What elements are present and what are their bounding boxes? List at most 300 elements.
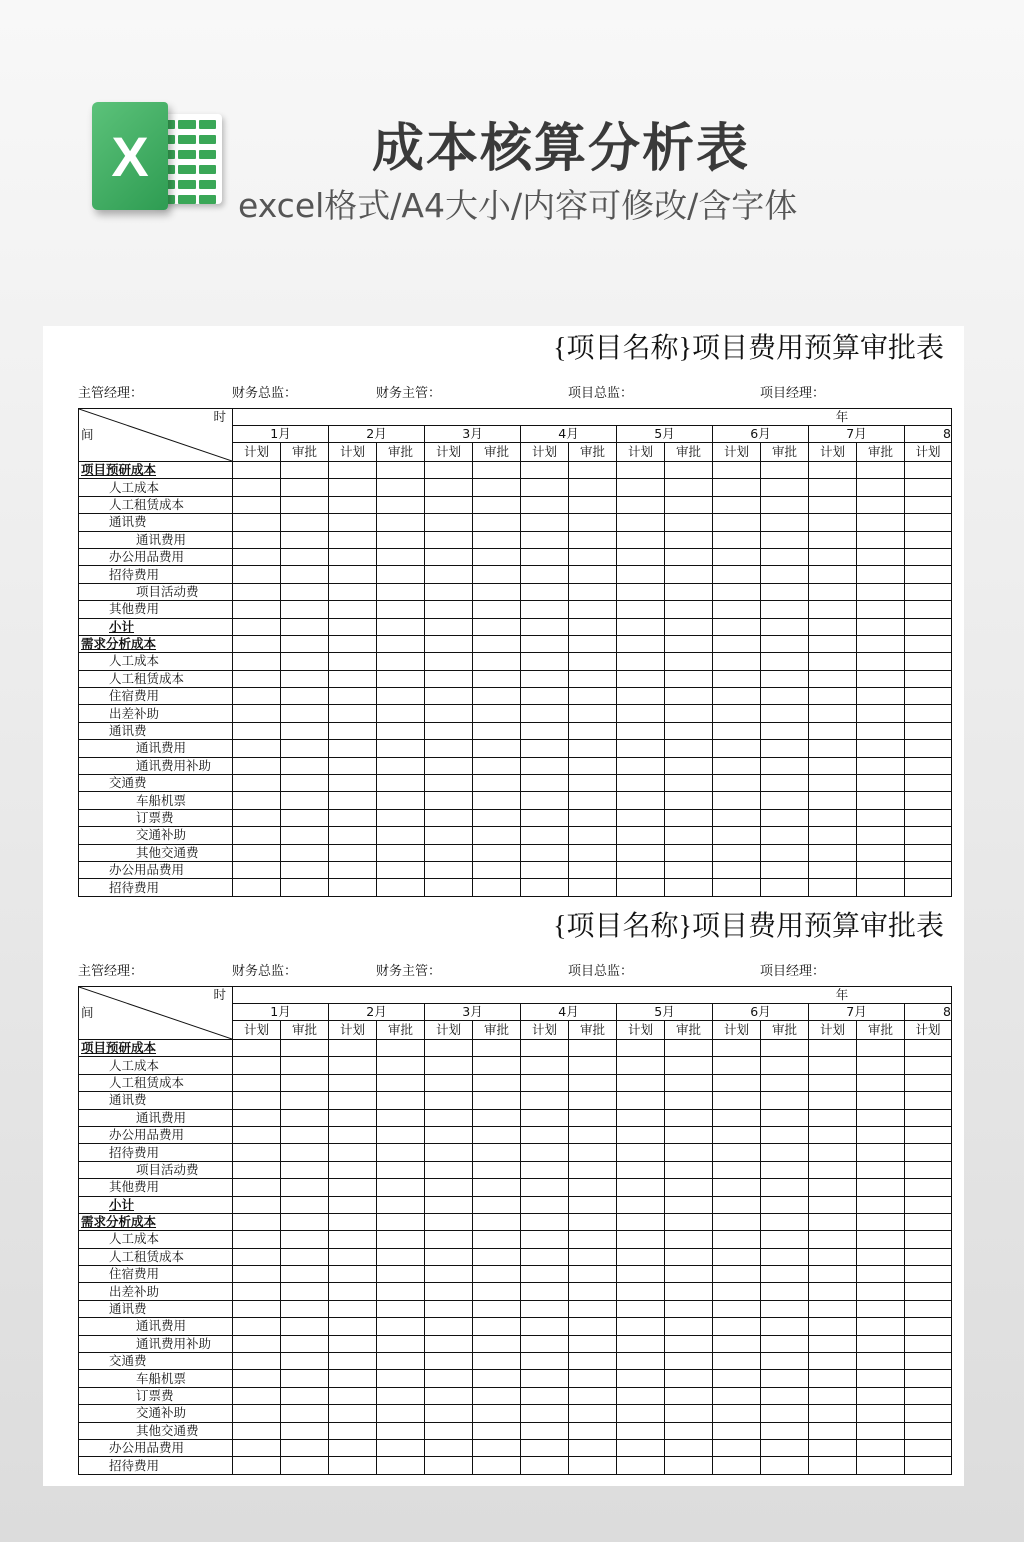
data-cell[interactable] [377, 861, 425, 878]
data-cell[interactable] [521, 1353, 569, 1370]
data-cell[interactable] [857, 1335, 905, 1352]
data-cell[interactable] [665, 740, 713, 757]
data-cell[interactable] [281, 1092, 329, 1109]
data-cell[interactable] [521, 844, 569, 861]
data-cell[interactable] [617, 1040, 665, 1057]
data-cell[interactable] [713, 688, 761, 705]
data-cell[interactable] [329, 548, 377, 565]
data-cell[interactable] [761, 1248, 809, 1265]
data-cell[interactable] [905, 827, 952, 844]
data-cell[interactable] [713, 479, 761, 496]
data-cell[interactable] [569, 827, 617, 844]
data-cell[interactable] [665, 1353, 713, 1370]
data-cell[interactable] [569, 740, 617, 757]
data-cell[interactable] [521, 635, 569, 652]
data-cell[interactable] [473, 705, 521, 722]
data-cell[interactable] [425, 1248, 473, 1265]
data-cell[interactable] [521, 1196, 569, 1213]
data-cell[interactable] [857, 1057, 905, 1074]
data-cell[interactable] [233, 670, 281, 687]
data-cell[interactable] [857, 844, 905, 861]
data-cell[interactable] [329, 601, 377, 618]
data-cell[interactable] [905, 583, 952, 600]
data-cell[interactable] [377, 1439, 425, 1456]
data-cell[interactable] [377, 531, 425, 548]
data-cell[interactable] [857, 635, 905, 652]
data-cell[interactable] [233, 618, 281, 635]
data-cell[interactable] [809, 757, 857, 774]
data-cell[interactable] [233, 1126, 281, 1143]
data-cell[interactable] [473, 688, 521, 705]
data-cell[interactable] [329, 1300, 377, 1317]
data-cell[interactable] [521, 1300, 569, 1317]
data-cell[interactable] [521, 1109, 569, 1126]
data-cell[interactable] [809, 548, 857, 565]
data-cell[interactable] [329, 740, 377, 757]
data-cell[interactable] [473, 635, 521, 652]
data-cell[interactable] [473, 1161, 521, 1178]
data-cell[interactable] [809, 1266, 857, 1283]
data-cell[interactable] [329, 583, 377, 600]
data-cell[interactable] [905, 775, 952, 792]
data-cell[interactable] [281, 861, 329, 878]
data-cell[interactable] [329, 566, 377, 583]
data-cell[interactable] [665, 479, 713, 496]
data-cell[interactable] [713, 653, 761, 670]
data-cell[interactable] [377, 1179, 425, 1196]
data-cell[interactable] [761, 531, 809, 548]
data-cell[interactable] [377, 1144, 425, 1161]
data-cell[interactable] [857, 740, 905, 757]
data-cell[interactable] [617, 879, 665, 896]
data-cell[interactable] [713, 1161, 761, 1178]
data-cell[interactable] [473, 1318, 521, 1335]
data-cell[interactable] [281, 1196, 329, 1213]
data-cell[interactable] [713, 1457, 761, 1474]
data-cell[interactable] [761, 1109, 809, 1126]
data-cell[interactable] [713, 861, 761, 878]
data-cell[interactable] [377, 1405, 425, 1422]
data-cell[interactable] [809, 462, 857, 479]
data-cell[interactable] [521, 861, 569, 878]
data-cell[interactable] [617, 844, 665, 861]
data-cell[interactable] [761, 1231, 809, 1248]
data-cell[interactable] [617, 601, 665, 618]
data-cell[interactable] [521, 1283, 569, 1300]
data-cell[interactable] [665, 1196, 713, 1213]
data-cell[interactable] [905, 653, 952, 670]
data-cell[interactable] [521, 548, 569, 565]
data-cell[interactable] [809, 635, 857, 652]
data-cell[interactable] [809, 479, 857, 496]
data-cell[interactable] [905, 861, 952, 878]
data-cell[interactable] [281, 844, 329, 861]
data-cell[interactable] [809, 1092, 857, 1109]
data-cell[interactable] [233, 531, 281, 548]
data-cell[interactable] [617, 1457, 665, 1474]
data-cell[interactable] [713, 809, 761, 826]
data-cell[interactable] [713, 635, 761, 652]
data-cell[interactable] [377, 1370, 425, 1387]
data-cell[interactable] [425, 479, 473, 496]
data-cell[interactable] [281, 1161, 329, 1178]
data-cell[interactable] [665, 1231, 713, 1248]
data-cell[interactable] [809, 1387, 857, 1404]
data-cell[interactable] [473, 670, 521, 687]
data-cell[interactable] [857, 1266, 905, 1283]
data-cell[interactable] [857, 1213, 905, 1230]
data-cell[interactable] [521, 1370, 569, 1387]
data-cell[interactable] [425, 1040, 473, 1057]
data-cell[interactable] [761, 514, 809, 531]
data-cell[interactable] [425, 618, 473, 635]
data-cell[interactable] [377, 1457, 425, 1474]
data-cell[interactable] [329, 775, 377, 792]
data-cell[interactable] [569, 1457, 617, 1474]
data-cell[interactable] [713, 462, 761, 479]
data-cell[interactable] [473, 496, 521, 513]
data-cell[interactable] [617, 496, 665, 513]
data-cell[interactable] [809, 1179, 857, 1196]
data-cell[interactable] [329, 1370, 377, 1387]
data-cell[interactable] [713, 1266, 761, 1283]
data-cell[interactable] [665, 705, 713, 722]
data-cell[interactable] [905, 1353, 952, 1370]
data-cell[interactable] [665, 1300, 713, 1317]
data-cell[interactable] [857, 705, 905, 722]
data-cell[interactable] [809, 1213, 857, 1230]
data-cell[interactable] [713, 1074, 761, 1091]
data-cell[interactable] [569, 1092, 617, 1109]
data-cell[interactable] [329, 1457, 377, 1474]
data-cell[interactable] [809, 1353, 857, 1370]
data-cell[interactable] [809, 1126, 857, 1143]
data-cell[interactable] [713, 740, 761, 757]
data-cell[interactable] [905, 757, 952, 774]
data-cell[interactable] [809, 1074, 857, 1091]
data-cell[interactable] [281, 1266, 329, 1283]
data-cell[interactable] [425, 722, 473, 739]
data-cell[interactable] [329, 1266, 377, 1283]
data-cell[interactable] [857, 1126, 905, 1143]
data-cell[interactable] [761, 1387, 809, 1404]
data-cell[interactable] [617, 1248, 665, 1265]
data-cell[interactable] [713, 1353, 761, 1370]
data-cell[interactable] [713, 1179, 761, 1196]
data-cell[interactable] [425, 1300, 473, 1317]
data-cell[interactable] [905, 1074, 952, 1091]
data-cell[interactable] [761, 1126, 809, 1143]
data-cell[interactable] [905, 1109, 952, 1126]
data-cell[interactable] [617, 1126, 665, 1143]
data-cell[interactable] [857, 1405, 905, 1422]
data-cell[interactable] [809, 1335, 857, 1352]
data-cell[interactable] [569, 1283, 617, 1300]
data-cell[interactable] [665, 1040, 713, 1057]
data-cell[interactable] [713, 1057, 761, 1074]
data-cell[interactable] [473, 1144, 521, 1161]
data-cell[interactable] [905, 1405, 952, 1422]
data-cell[interactable] [425, 1196, 473, 1213]
data-cell[interactable] [665, 1335, 713, 1352]
data-cell[interactable] [425, 1387, 473, 1404]
data-cell[interactable] [569, 705, 617, 722]
data-cell[interactable] [233, 601, 281, 618]
data-cell[interactable] [233, 757, 281, 774]
data-cell[interactable] [617, 1231, 665, 1248]
data-cell[interactable] [425, 496, 473, 513]
data-cell[interactable] [281, 1353, 329, 1370]
data-cell[interactable] [857, 1300, 905, 1317]
data-cell[interactable] [521, 462, 569, 479]
data-cell[interactable] [569, 653, 617, 670]
data-cell[interactable] [857, 792, 905, 809]
data-cell[interactable] [569, 1040, 617, 1057]
data-cell[interactable] [569, 566, 617, 583]
data-cell[interactable] [665, 1405, 713, 1422]
data-cell[interactable] [281, 1213, 329, 1230]
data-cell[interactable] [713, 775, 761, 792]
data-cell[interactable] [281, 1405, 329, 1422]
data-cell[interactable] [233, 688, 281, 705]
data-cell[interactable] [713, 583, 761, 600]
data-cell[interactable] [233, 792, 281, 809]
data-cell[interactable] [377, 705, 425, 722]
data-cell[interactable] [281, 1074, 329, 1091]
data-cell[interactable] [569, 1266, 617, 1283]
data-cell[interactable] [569, 1231, 617, 1248]
data-cell[interactable] [425, 601, 473, 618]
data-cell[interactable] [857, 1422, 905, 1439]
data-cell[interactable] [329, 1248, 377, 1265]
data-cell[interactable] [377, 1422, 425, 1439]
data-cell[interactable] [761, 1370, 809, 1387]
data-cell[interactable] [473, 1283, 521, 1300]
data-cell[interactable] [473, 1057, 521, 1074]
data-cell[interactable] [569, 635, 617, 652]
data-cell[interactable] [281, 1109, 329, 1126]
data-cell[interactable] [569, 1057, 617, 1074]
data-cell[interactable] [569, 879, 617, 896]
data-cell[interactable] [905, 635, 952, 652]
data-cell[interactable] [233, 1283, 281, 1300]
data-cell[interactable] [713, 844, 761, 861]
data-cell[interactable] [569, 514, 617, 531]
data-cell[interactable] [617, 479, 665, 496]
data-cell[interactable] [857, 479, 905, 496]
data-cell[interactable] [617, 670, 665, 687]
data-cell[interactable] [665, 496, 713, 513]
data-cell[interactable] [233, 1370, 281, 1387]
data-cell[interactable] [905, 1422, 952, 1439]
data-cell[interactable] [233, 844, 281, 861]
data-cell[interactable] [569, 601, 617, 618]
data-cell[interactable] [761, 861, 809, 878]
data-cell[interactable] [617, 1370, 665, 1387]
data-cell[interactable] [425, 653, 473, 670]
data-cell[interactable] [329, 1109, 377, 1126]
data-cell[interactable] [761, 1335, 809, 1352]
data-cell[interactable] [281, 1335, 329, 1352]
data-cell[interactable] [857, 1179, 905, 1196]
data-cell[interactable] [569, 1196, 617, 1213]
data-cell[interactable] [521, 705, 569, 722]
data-cell[interactable] [425, 1353, 473, 1370]
data-cell[interactable] [617, 827, 665, 844]
data-cell[interactable] [521, 1126, 569, 1143]
data-cell[interactable] [665, 844, 713, 861]
data-cell[interactable] [281, 496, 329, 513]
data-cell[interactable] [905, 531, 952, 548]
data-cell[interactable] [905, 1300, 952, 1317]
data-cell[interactable] [665, 635, 713, 652]
data-cell[interactable] [809, 531, 857, 548]
data-cell[interactable] [665, 462, 713, 479]
data-cell[interactable] [425, 1144, 473, 1161]
data-cell[interactable] [665, 722, 713, 739]
data-cell[interactable] [809, 514, 857, 531]
data-cell[interactable] [329, 688, 377, 705]
data-cell[interactable] [521, 531, 569, 548]
data-cell[interactable] [857, 1283, 905, 1300]
data-cell[interactable] [713, 1439, 761, 1456]
data-cell[interactable] [425, 1457, 473, 1474]
data-cell[interactable] [761, 792, 809, 809]
data-cell[interactable] [473, 1231, 521, 1248]
data-cell[interactable] [329, 879, 377, 896]
data-cell[interactable] [761, 1179, 809, 1196]
data-cell[interactable] [281, 635, 329, 652]
data-cell[interactable] [425, 1405, 473, 1422]
data-cell[interactable] [425, 861, 473, 878]
data-cell[interactable] [329, 827, 377, 844]
data-cell[interactable] [329, 722, 377, 739]
data-cell[interactable] [281, 566, 329, 583]
data-cell[interactable] [905, 1213, 952, 1230]
data-cell[interactable] [713, 705, 761, 722]
data-cell[interactable] [617, 1283, 665, 1300]
data-cell[interactable] [425, 827, 473, 844]
data-cell[interactable] [809, 496, 857, 513]
data-cell[interactable] [329, 1092, 377, 1109]
data-cell[interactable] [809, 1283, 857, 1300]
data-cell[interactable] [809, 844, 857, 861]
data-cell[interactable] [905, 618, 952, 635]
data-cell[interactable] [761, 722, 809, 739]
data-cell[interactable] [377, 583, 425, 600]
data-cell[interactable] [713, 1109, 761, 1126]
data-cell[interactable] [233, 566, 281, 583]
data-cell[interactable] [809, 688, 857, 705]
data-cell[interactable] [473, 1213, 521, 1230]
data-cell[interactable] [761, 670, 809, 687]
data-cell[interactable] [569, 670, 617, 687]
data-cell[interactable] [569, 1109, 617, 1126]
data-cell[interactable] [713, 548, 761, 565]
data-cell[interactable] [329, 861, 377, 878]
data-cell[interactable] [233, 1179, 281, 1196]
data-cell[interactable] [377, 514, 425, 531]
data-cell[interactable] [281, 1057, 329, 1074]
data-cell[interactable] [569, 496, 617, 513]
data-cell[interactable] [857, 1457, 905, 1474]
data-cell[interactable] [713, 1387, 761, 1404]
data-cell[interactable] [377, 827, 425, 844]
data-cell[interactable] [857, 1439, 905, 1456]
data-cell[interactable] [425, 757, 473, 774]
data-cell[interactable] [569, 1248, 617, 1265]
data-cell[interactable] [329, 531, 377, 548]
data-cell[interactable] [617, 618, 665, 635]
data-cell[interactable] [761, 757, 809, 774]
data-cell[interactable] [521, 583, 569, 600]
data-cell[interactable] [521, 479, 569, 496]
data-cell[interactable] [713, 1405, 761, 1422]
data-cell[interactable] [329, 1422, 377, 1439]
data-cell[interactable] [905, 1283, 952, 1300]
data-cell[interactable] [809, 1231, 857, 1248]
data-cell[interactable] [569, 1405, 617, 1422]
data-cell[interactable] [617, 1266, 665, 1283]
data-cell[interactable] [905, 1040, 952, 1057]
data-cell[interactable] [809, 1196, 857, 1213]
data-cell[interactable] [233, 1213, 281, 1230]
data-cell[interactable] [665, 792, 713, 809]
data-cell[interactable] [377, 1057, 425, 1074]
data-cell[interactable] [905, 688, 952, 705]
data-cell[interactable] [617, 740, 665, 757]
data-cell[interactable] [617, 1387, 665, 1404]
data-cell[interactable] [521, 1179, 569, 1196]
data-cell[interactable] [665, 775, 713, 792]
data-cell[interactable] [473, 1040, 521, 1057]
data-cell[interactable] [617, 1092, 665, 1109]
data-cell[interactable] [233, 775, 281, 792]
data-cell[interactable] [377, 775, 425, 792]
data-cell[interactable] [761, 601, 809, 618]
data-cell[interactable] [425, 1266, 473, 1283]
data-cell[interactable] [665, 601, 713, 618]
data-cell[interactable] [521, 1457, 569, 1474]
data-cell[interactable] [905, 1318, 952, 1335]
data-cell[interactable] [521, 1057, 569, 1074]
data-cell[interactable] [569, 1387, 617, 1404]
data-cell[interactable] [233, 1074, 281, 1091]
data-cell[interactable] [617, 1405, 665, 1422]
data-cell[interactable] [425, 1161, 473, 1178]
data-cell[interactable] [377, 1300, 425, 1317]
data-cell[interactable] [377, 844, 425, 861]
data-cell[interactable] [233, 1387, 281, 1404]
data-cell[interactable] [521, 514, 569, 531]
data-cell[interactable] [905, 566, 952, 583]
data-cell[interactable] [905, 722, 952, 739]
data-cell[interactable] [521, 1040, 569, 1057]
data-cell[interactable] [377, 618, 425, 635]
data-cell[interactable] [665, 861, 713, 878]
data-cell[interactable] [425, 514, 473, 531]
data-cell[interactable] [905, 1439, 952, 1456]
data-cell[interactable] [425, 775, 473, 792]
data-cell[interactable] [329, 670, 377, 687]
data-cell[interactable] [665, 1057, 713, 1074]
data-cell[interactable] [713, 670, 761, 687]
data-cell[interactable] [761, 705, 809, 722]
data-cell[interactable] [473, 1109, 521, 1126]
data-cell[interactable] [281, 705, 329, 722]
data-cell[interactable] [233, 548, 281, 565]
data-cell[interactable] [857, 1353, 905, 1370]
